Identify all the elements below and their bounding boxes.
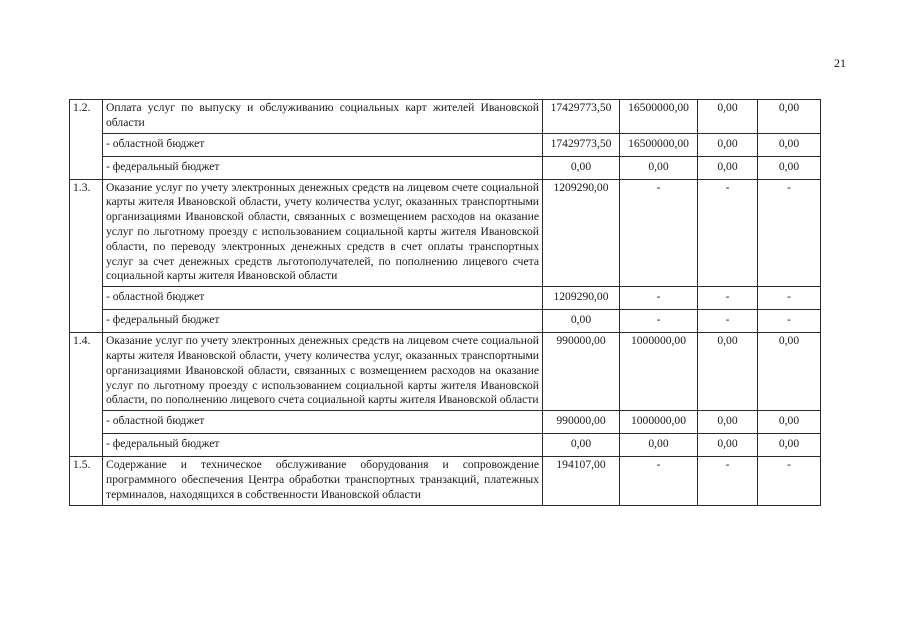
budget-label: - федеральный бюджет <box>103 156 543 179</box>
budget-label: - областной бюджет <box>103 411 543 434</box>
value-col-1: 0,00 <box>543 310 620 333</box>
value-col-4: 0,00 <box>758 133 821 156</box>
value-col-2: 16500000,00 <box>620 133 698 156</box>
value-col-2: - <box>620 457 698 505</box>
table-row-regional <box>70 133 821 156</box>
value-col-1: 17429773,50 <box>543 133 620 156</box>
value-col-4: 0,00 <box>758 156 821 179</box>
value-col-3: - <box>698 310 758 333</box>
table-row-regional <box>70 411 821 434</box>
value-col-2: 1000000,00 <box>620 333 698 411</box>
value-col-4: - <box>758 287 821 310</box>
budget-label: - федеральный бюджет <box>103 310 543 333</box>
value-col-4: - <box>758 310 821 333</box>
value-col-3: 0,00 <box>698 100 758 134</box>
value-col-3: 0,00 <box>698 434 758 457</box>
row-description: Оплата услуг по выпуску и обслуживанию социальных карт жителей Ивановской области <box>103 100 543 134</box>
value-col-2: 16500000,00 <box>620 100 698 134</box>
value-col-4: 0,00 <box>758 434 821 457</box>
value-col-1: 0,00 <box>543 434 620 457</box>
value-col-3: 0,00 <box>698 411 758 434</box>
value-col-4: 0,00 <box>758 333 821 411</box>
table-row <box>70 457 821 505</box>
value-col-2: 0,00 <box>620 434 698 457</box>
value-col-3: - <box>698 287 758 310</box>
table-row-federal <box>70 310 821 333</box>
budget-label: - областной бюджет <box>103 287 543 310</box>
value-col-2: 0,00 <box>620 156 698 179</box>
value-col-1: 1209290,00 <box>543 287 620 310</box>
value-col-4: 0,00 <box>758 411 821 434</box>
value-col-1: 17429773,50 <box>543 100 620 134</box>
value-col-4: 0,00 <box>758 100 821 134</box>
table-row <box>70 333 821 411</box>
value-col-2: - <box>620 310 698 333</box>
value-col-3: - <box>698 179 758 287</box>
value-col-1: 990000,00 <box>543 411 620 434</box>
row-description: Содержание и техническое обслуживание оборудования и сопровождение программного обеспечения Центра обработки транспортных транзакций, платежных терминалов, находящихся в собственности Ивановской области <box>103 457 543 505</box>
value-col-3: 0,00 <box>698 156 758 179</box>
table-row-federal <box>70 156 821 179</box>
row-index: 1.5. <box>70 457 103 505</box>
table-row <box>70 179 821 287</box>
table-row-federal <box>70 434 821 457</box>
row-description: Оказание услуг по учету электронных денежных средств на лицевом счете социальной карты жителя Ивановской области, учету количества услуг, оказанных транспортными организациями Ивановской области, связанных с возмещением расходов на оказание услуг по льготному проезду с использованием социальной карты жителя Ивановской области, по переводу электронных денежных средств в счет оплаты транспортных услуг за счет денежных средств льготополучателей, по пополнению лицевого счета социальной карты жителя Ивановской области <box>103 179 543 287</box>
value-col-2: 1000000,00 <box>620 411 698 434</box>
value-col-4: - <box>758 457 821 505</box>
value-col-2: - <box>620 179 698 287</box>
value-col-4: - <box>758 179 821 287</box>
value-col-1: 0,00 <box>543 156 620 179</box>
budget-table <box>69 99 821 506</box>
value-col-1: 990000,00 <box>543 333 620 411</box>
value-col-1: 1209290,00 <box>543 179 620 287</box>
row-description: Оказание услуг по учету электронных денежных средств на лицевом счете социальной карты жителя Ивановской области, учету количества услуг, оказанных транспортными организациями Ивановской области, связанных с возмещением расходов на оказание услуг по льготному проезду с использованием социальной карты жителя Ивановской области, по пополнению лицевого счета социальной карты жителя Ивановской области <box>103 333 543 411</box>
value-col-3: - <box>698 457 758 505</box>
value-col-3: 0,00 <box>698 333 758 411</box>
row-index: 1.4. <box>70 333 103 411</box>
value-col-1: 194107,00 <box>543 457 620 505</box>
page-number: 21 <box>834 56 846 70</box>
table-row-regional <box>70 287 821 310</box>
budget-label: - федеральный бюджет <box>103 434 543 457</box>
budget-label: - областной бюджет <box>103 133 543 156</box>
value-col-2: - <box>620 287 698 310</box>
row-index: 1.3. <box>70 179 103 287</box>
table-row <box>70 100 821 134</box>
value-col-3: 0,00 <box>698 133 758 156</box>
row-index: 1.2. <box>70 100 103 134</box>
